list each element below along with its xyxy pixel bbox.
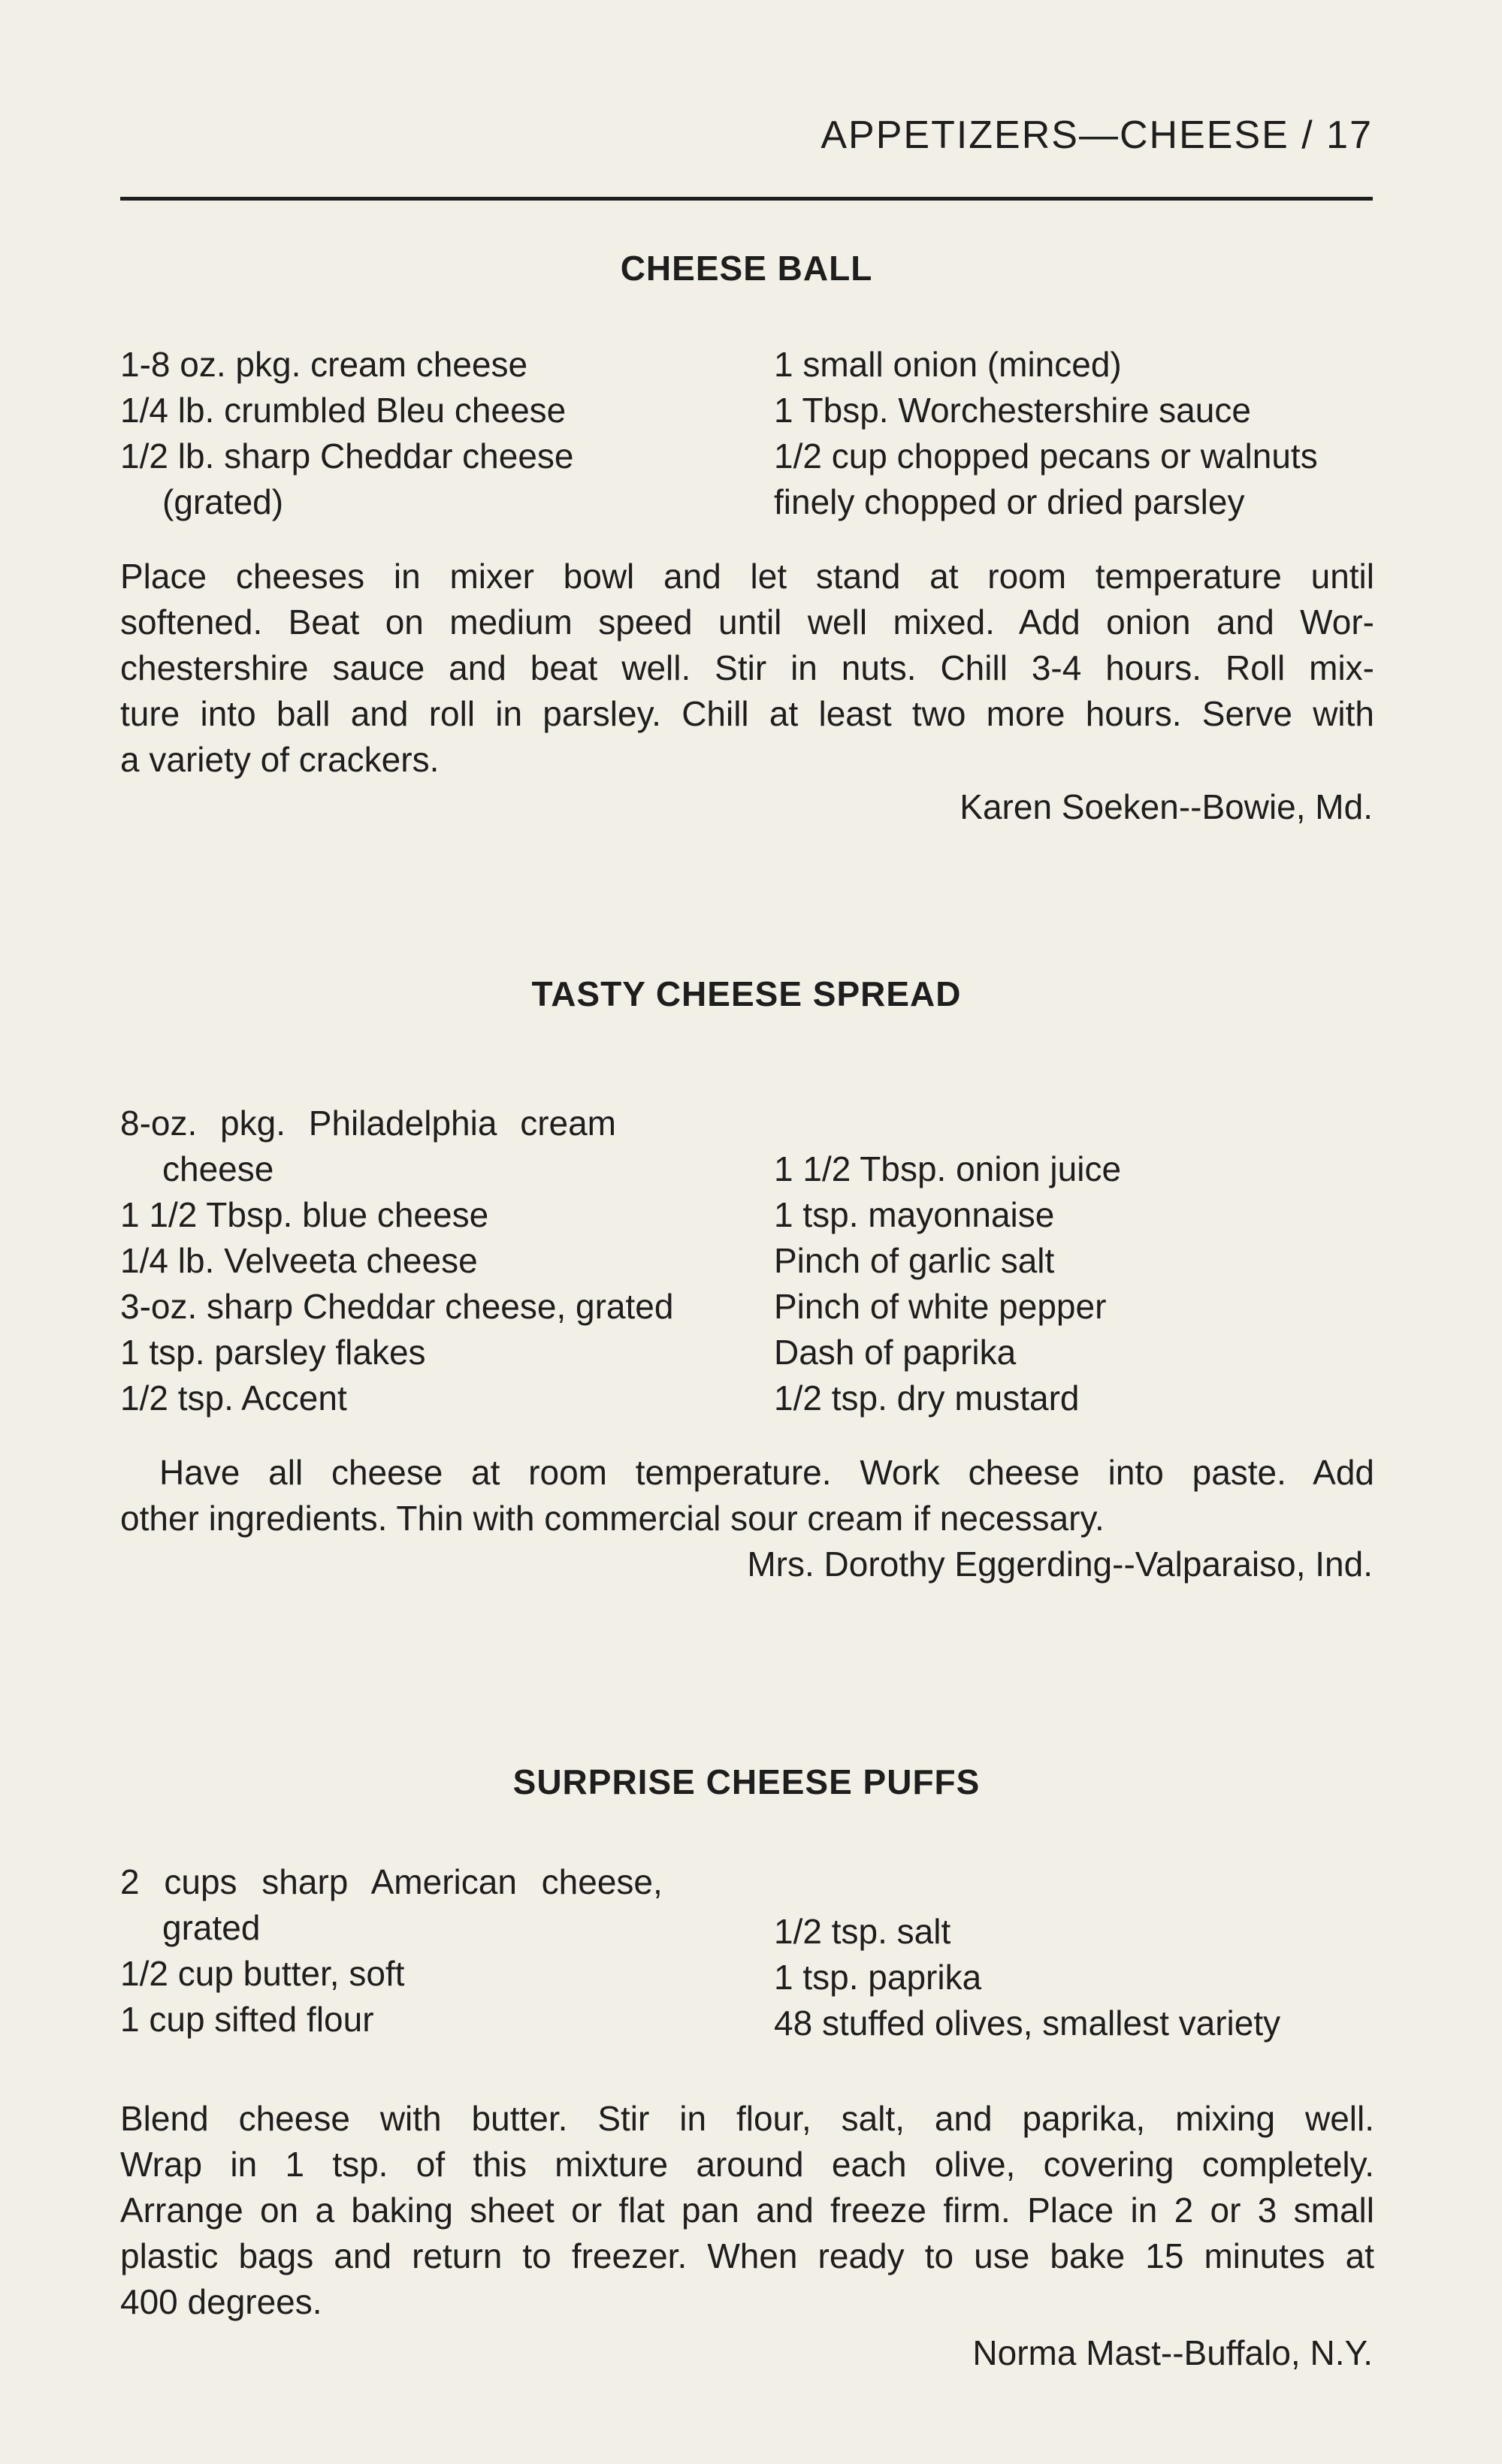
directions-line: chestershire sauce and beat well. Stir in nuts. Chill 3-4 hours. Roll mix-	[120, 648, 1374, 687]
ingredient-item: 1/2 lb. sharp Cheddar cheese	[120, 436, 574, 476]
ingredient-item: 1 Tbsp. Worchestershire sauce	[774, 391, 1251, 430]
directions-tasty-cheese-spread	[120, 1450, 1374, 1542]
ingredient-item: 1 tsp. mayonnaise	[774, 1195, 1055, 1234]
ingredient-item: 1/4 lb. crumbled Bleu cheese	[120, 391, 567, 430]
ingredient-item: 1-8 oz. pkg. cream cheese	[120, 345, 528, 384]
ingredient-item: 1/2 tsp. salt	[774, 1912, 951, 1951]
ingredient-item: 1/4 lb. Velveeta cheese	[120, 1241, 478, 1280]
recipe-title-tasty-cheese-spread: TASTY CHEESE SPREAD	[531, 974, 962, 1013]
ingredient-item: 1/2 tsp. dry mustard	[774, 1378, 1080, 1418]
ingredient-item: (grated)	[162, 482, 284, 521]
ingredients-right-surprise-cheese-puffs	[774, 1909, 1280, 2046]
directions-cheese-ball	[120, 554, 1374, 783]
ingredient-item: 1 1/2 Tbsp. blue cheese	[120, 1195, 489, 1234]
directions-line: a variety of crackers.	[120, 740, 440, 779]
recipe-title-cheese-ball: CHEESE BALL	[620, 249, 873, 288]
directions-line: other ingredients. Thin with commercial sour cream if necessary.	[120, 1499, 1105, 1538]
ingredient-item: Pinch of white pepper	[774, 1287, 1107, 1326]
directions-line: ture into ball and roll in parsley. Chill at least two more hours. Serve with	[120, 694, 1374, 733]
ingredient-item: Dash of paprika	[774, 1333, 1017, 1372]
directions-line: softened. Beat on medium speed until well mixed. Add onion and Wor-	[120, 602, 1374, 642]
ingredient-item: Pinch of garlic salt	[774, 1241, 1055, 1280]
header-rule	[120, 197, 1373, 201]
ingredient-item: 1 small onion (minced)	[774, 345, 1122, 384]
ingredient-item: 8-oz. pkg. Philadelphia cream	[120, 1104, 616, 1143]
ingredient-item: finely chopped or dried parsley	[774, 482, 1245, 521]
directions-line: 400 degrees.	[120, 2282, 322, 2321]
directions-line: Place cheeses in mixer bowl and let stand at room temperature until	[120, 557, 1374, 596]
ingredient-item: 1 1/2 Tbsp. onion juice	[774, 1149, 1122, 1188]
recipe-title-surprise-cheese-puffs: SURPRISE CHEESE PUFFS	[512, 1762, 981, 1801]
ingredient-item: 1 tsp. paprika	[774, 1958, 982, 1997]
directions-line: Wrap in 1 tsp. of this mixture around each olive, covering completely.	[120, 2145, 1374, 2184]
ingredient-item: 1 tsp. parsley flakes	[120, 1333, 426, 1372]
directions-line: Arrange on a baking sheet or flat pan and freeze firm. Place in 2 or 3 small	[120, 2191, 1374, 2230]
attribution-surprise-cheese-puffs: Norma Mast--Buffalo, N.Y.	[972, 2333, 1373, 2372]
attribution-tasty-cheese-spread: Mrs. Dorothy Eggerding--Valparaiso, Ind.	[747, 1545, 1373, 1584]
ingredients-right-tasty-cheese-spread	[774, 1146, 1121, 1421]
page-header: APPETIZERS—CHEESE / 17	[821, 113, 1373, 157]
ingredient-item: 1/2 cup chopped pecans or walnuts	[774, 436, 1318, 476]
directions-line: Have all cheese at room temperature. Work cheese into paste. Add	[159, 1453, 1374, 1492]
ingredients-left-surprise-cheese-puffs	[120, 1859, 663, 2043]
ingredient-item: 2 cups sharp American cheese,	[120, 1862, 663, 1901]
ingredient-item: 1 cup sifted flour	[120, 2000, 374, 2039]
ingredient-item: grated	[162, 1908, 261, 1947]
ingredient-item: 1/2 tsp. Accent	[120, 1378, 347, 1418]
ingredient-item: 3-oz. sharp Cheddar cheese, grated	[120, 1287, 674, 1326]
ingredient-item: 48 stuffed olives, smallest variety	[774, 2004, 1281, 2043]
ingredients-left-cheese-ball	[120, 342, 574, 525]
ingredient-item: cheese	[162, 1149, 274, 1188]
ingredients-left-tasty-cheese-spread	[120, 1101, 673, 1421]
ingredients-right-cheese-ball	[774, 342, 1318, 525]
directions-surprise-cheese-puffs	[120, 2096, 1374, 2325]
ingredient-item: 1/2 cup butter, soft	[120, 1954, 405, 1993]
directions-line: plastic bags and return to freezer. When ready to use bake 15 minutes at	[120, 2236, 1374, 2275]
directions-line: Blend cheese with butter. Stir in flour, salt, and paprika, mixing well.	[120, 2099, 1374, 2138]
attribution-cheese-ball: Karen Soeken--Bowie, Md.	[960, 787, 1373, 826]
